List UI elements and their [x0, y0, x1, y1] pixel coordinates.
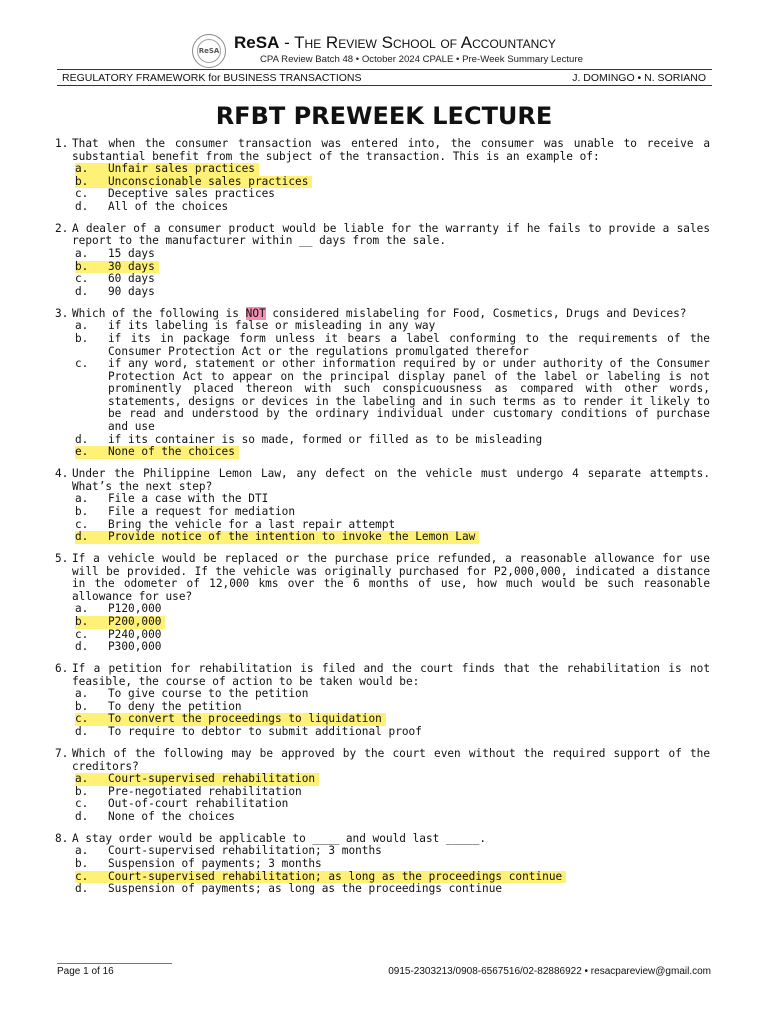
document-header: [0, 28, 768, 72]
school-full-name: - The Review School of Accountancy: [279, 33, 556, 52]
question-text: Under the Philippine Lemon Law, any defect on the vehicle must undergo 4 separate attempts. What’s the next step?: [72, 467, 710, 493]
option-d: d. Suspension of payments; as long as the proceedings continue: [75, 882, 503, 896]
emphasis-not: NOT: [245, 306, 266, 320]
question-4: [55, 468, 710, 544]
option-a: a. File a case with the DTI: [75, 492, 269, 506]
option-b: b. Unconscionable sales practices: [75, 176, 710, 189]
resa-seal: ReSA: [197, 39, 221, 63]
options: [75, 773, 710, 823]
option-a: a. Court-supervised rehabilitation: [75, 773, 710, 786]
options: [75, 320, 710, 459]
header-top-rule: [57, 69, 712, 70]
question-8: [55, 833, 710, 896]
option-b: b. 30 days: [75, 261, 710, 274]
option-a: a. if its labeling is false or misleading in any way: [75, 319, 436, 333]
question-list: [55, 138, 710, 905]
option-c: c. Court-supervised rehabilitation; as long as the proceedings continue: [75, 871, 710, 884]
options: [75, 688, 710, 738]
question-number: 7.: [55, 746, 69, 760]
question-text: A dealer of a consumer product would be liable for the warranty if he fails to provide a sales report to the manufacturer within __ days from the sale.: [72, 221, 710, 248]
question-number: 1.: [55, 137, 69, 150]
contact-info: 0915-2303213/0908-6567516/02-82886922 • resacpareview@gmail.com: [388, 966, 711, 977]
question-text: A stay order would be applicable to ____ and would last _____.: [72, 831, 487, 845]
question-number: 5.: [55, 552, 69, 565]
option-d: d. 90 days: [75, 284, 155, 298]
option-c: c. if any word, statement or other information required by or under authority of the Consumer Protection Act to appear on the principal display panel of the label or labeling is not prominently placed thereon with such conspicuousness as compared with other words, statements, designs or devices in the labeling and in such terms as to render it likely to be read and understood by the ordinary individual under customary conditions of purchase and use: [75, 357, 710, 434]
option-d: d. To require to debtor to submit additional proof: [75, 725, 422, 739]
option-d: d. P300,000: [75, 640, 162, 654]
option-a: a. Unfair sales practices: [75, 163, 710, 176]
option-c: c. Out-of-court rehabilitation: [75, 797, 289, 811]
authors: J. DOMINGO • N. SORIANO: [572, 72, 706, 84]
option-d: d. Provide notice of the intention to invoke the Lemon Law: [75, 531, 710, 544]
option-a: a. Court-supervised rehabilitation; 3 months: [75, 844, 382, 858]
option-b: b. Pre-negotiated rehabilitation: [75, 784, 302, 798]
question-1: [55, 138, 710, 214]
options: [75, 163, 710, 213]
option-b: b. File a request for mediation: [75, 504, 296, 518]
option-d: d. if its container is so made, formed or filled as to be misleading: [75, 432, 543, 446]
question-number: 8.: [55, 831, 69, 845]
question-3: [55, 308, 710, 459]
subject-title: REGULATORY FRAMEWORK for BUSINESS TRANSACTIONS: [62, 72, 362, 84]
option-b: b. P200,000: [75, 616, 710, 629]
question-number: 2.: [55, 221, 69, 235]
options: [75, 493, 710, 543]
question-2: [55, 223, 710, 299]
question-number: 3.: [55, 306, 69, 320]
question-text: If a petition for rehabilitation is filed and the court finds that the rehabilitation is not feasible, the course of action to be taken would be:: [72, 662, 710, 688]
question-number: 6.: [55, 662, 69, 676]
question-text: That when the consumer transaction was entered into, the consumer was unable to receive a substantial benefit from the subject of the transaction. This is an example of:: [72, 137, 710, 163]
option-b: b. Suspension of payments; 3 months: [75, 856, 322, 870]
question-text: Which of the following may be approved by the court even without the required support of the creditors?: [72, 746, 710, 773]
question-6: [55, 663, 710, 739]
page-title: RFBT PREWEEK LECTURE: [215, 102, 553, 130]
question-number: 4.: [55, 467, 69, 481]
option-c: c. To convert the proceedings to liquidation: [75, 713, 710, 726]
option-a: a. 15 days: [75, 247, 155, 261]
resa-logo: [192, 34, 226, 68]
options: [75, 845, 710, 895]
option-c: c. Deceptive sales practices: [75, 187, 275, 201]
option-d: d. None of the choices: [75, 809, 235, 823]
brand-name: ReSA: [234, 33, 280, 52]
option-b: b. To deny the petition: [75, 699, 242, 713]
question-text: Which of the following is NOT considered mislabeling for Food, Cosmetics, Drugs and Devices?: [72, 306, 687, 320]
options: [75, 603, 710, 653]
option-c: c. 60 days: [75, 272, 155, 286]
option-a: a. P120,000: [75, 602, 162, 616]
option-c: c. P240,000: [75, 627, 162, 641]
option-a: a. To give course to the petition: [75, 687, 309, 701]
options: [75, 248, 710, 298]
option-b: b. if its in package form unless it bears a label conforming to the requirements of the Consumer Protection Act or the regulations promulgated therefor: [75, 331, 710, 358]
question-5: [55, 553, 710, 654]
option-c: c. Bring the vehicle for a last repair attempt: [75, 517, 396, 531]
option-d: d. All of the choices: [75, 199, 229, 213]
batch-subline: CPA Review Batch 48 • October 2024 CPALE • Pre-Week Summary Lecture: [260, 54, 583, 65]
option-e: e. None of the choices: [75, 446, 710, 459]
school-name: [234, 33, 556, 53]
question-text: If a vehicle would be replaced or the purchase price refunded, a reasonable allowance for use will be provided. If the vehicle was originally purchased for P2,000,000, indicated a distance in the odometer of 12,000 kms over the 6 months of use, how much would be such reasonable allowance for use?: [72, 552, 710, 603]
header-bottom-rule: [57, 85, 712, 86]
page-number: Page 1 of 16: [57, 966, 114, 977]
question-7: [55, 748, 710, 824]
footer-rule: [57, 963, 172, 964]
